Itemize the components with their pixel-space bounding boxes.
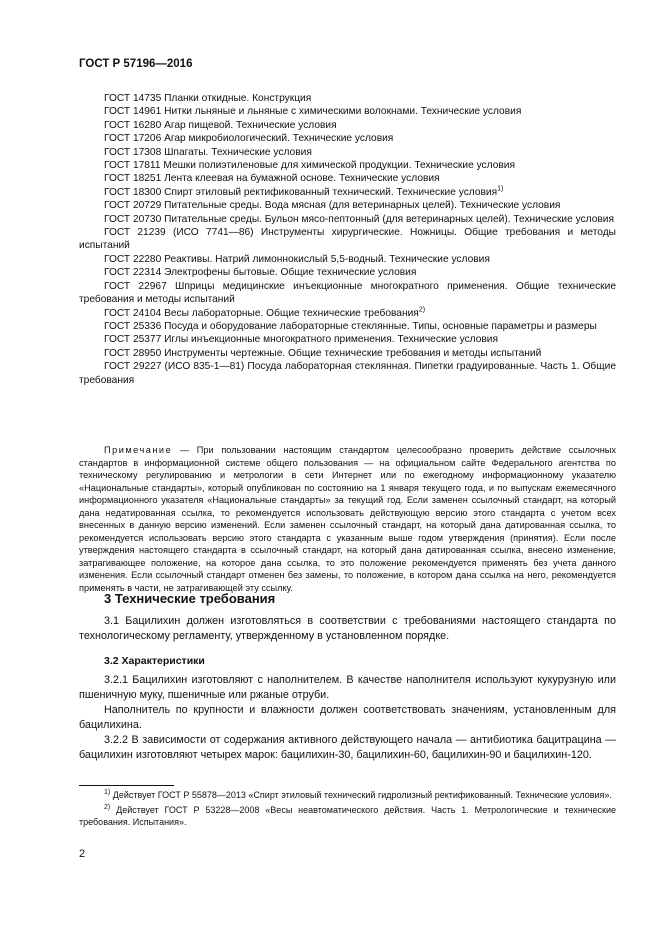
reference-item xyxy=(79,266,616,279)
reference-item xyxy=(79,320,616,333)
footnote-mark: 1) xyxy=(497,185,504,193)
footnote-item xyxy=(79,804,616,829)
footnote-divider xyxy=(79,785,174,786)
reference-item xyxy=(79,333,616,346)
footnotes xyxy=(79,789,616,831)
reference-item xyxy=(79,307,616,320)
page-number: 2 xyxy=(79,848,86,860)
note-text: — При пользовании настоящим стандартом целесообразно проверить действие ссылочных стандартов в информационной системе общего пользования — на официальном сайте Федерального агентства по техническому регулированию и метрологии в сети Интернет или по ежегодному информационному указателю «Национальные стандарты», который опубликован по состоянию на 1 января текущего года, и по выпускам ежемесячного информационного указателя «Национальные стандарты» за текущий год. Если заменен ссылочный стандарт, на который дана недатированная ссылка, то рекомендуется использовать действующую версию этого стандарта с учетом всех внесенных в данную версию изменений. Если заменен ссылочный стандарт, на который дана датированная ссылка, то рекомендуется использовать версию этого стандарта с указанным выше годом утверждения (принятия). Если после утверждения настоящего стандарта в ссылочный стандарт, на который дана датированная ссылка, внесено изменение, затрагивающее положение, на которое дана ссылка, то это положение рекомендуется применять без учета данного изменения. Если ссылочный стандарт отменен без замены, то положение, в котором дана ссылка на него, рекомендуется применять в части, не затрагивающей эту ссылку. xyxy=(79,445,616,593)
reference-text: ГОСТ 29227 (ИСО 835-1—81) Посуда лабораторная стеклянная. Пипетки градуированные. Часть 1. Общие требования xyxy=(79,361,616,386)
reference-text: ГОСТ 17811 Мешки полиэтиленовые для химической продукции. Технические условия xyxy=(104,160,515,172)
reference-item xyxy=(79,105,616,118)
reference-item xyxy=(79,199,616,212)
reference-item xyxy=(79,159,616,172)
footnote-mark: 2) xyxy=(418,306,426,314)
reference-text: ГОСТ 22967 Шприцы медицинские инъекционные многократного применения. Общие технические требования и методы испытаний xyxy=(79,280,616,306)
reference-item xyxy=(79,347,616,360)
paragraph-3-2-1b: Наполнитель по крупности и влажности должен соответствовать значениям, установленным для бацилихина. xyxy=(79,704,616,731)
reference-item xyxy=(79,119,616,132)
subsection-title: 3.2 Характеристики xyxy=(104,655,205,667)
note-paragraph xyxy=(79,444,616,594)
footnote-text: Действует ГОСТ Р 55878—2013 «Спирт этиловый технический гидролизный ректификованный. Технические условия». xyxy=(110,790,612,800)
reference-text: ГОСТ 21239 (ИСО 7741—86) Инструменты хирургические. Ножницы. Общие требования и методы испытаний xyxy=(79,227,616,252)
footnote-text: Действует ГОСТ Р 53228—2008 «Весы неавтоматического действия. Часть 1. Метрологические и технические требования. Испытания». xyxy=(79,804,616,827)
section-body-3-1 xyxy=(79,614,616,644)
reference-text: ГОСТ 16280 Агар пищевой. Технические условия xyxy=(104,119,337,131)
reference-text: ГОСТ 22280 Реактивы. Натрий лимоннокислый 5,5-водный. Технические условия xyxy=(104,253,490,265)
section-title: 3 Технические требования xyxy=(104,591,276,606)
reference-text: ГОСТ 24104 Весы лабораторные. Общие технические требования xyxy=(104,307,419,319)
footnote-mark: 2) xyxy=(104,803,111,811)
reference-text: ГОСТ 14735 Планки откидные. Конструкция xyxy=(104,93,312,104)
reference-item xyxy=(79,213,616,226)
reference-text: ГОСТ 17308 Шпагаты. Технические условия xyxy=(104,146,312,158)
reference-text: ГОСТ 25377 Иглы инъекционные многократного применения. Технические условия xyxy=(104,334,499,346)
reference-item xyxy=(79,172,616,185)
note-label: Примечание xyxy=(104,445,173,455)
section-body-3-2 xyxy=(79,673,616,763)
reference-item xyxy=(79,253,616,266)
reference-item xyxy=(79,360,616,387)
reference-list xyxy=(79,92,616,387)
reference-text: ГОСТ 22314 Электрофены бытовые. Общие технические условия xyxy=(104,267,417,279)
reference-item xyxy=(79,92,616,105)
paragraph-3-2-2: 3.2.2 В зависимости от содержания активного действующего начала — антибиотика бацитрацина — бацилихин изготовляют четырех марок: бацилихин-30, бацилихин-60, бацилихин-90 и бацилихин-120. xyxy=(79,734,616,761)
reference-text: ГОСТ 20730 Питательные среды. Бульон мясо-пептонный (для ветеринарных целей). Технические условия xyxy=(104,213,615,225)
reference-text: ГОСТ 20729 Питательные среды. Вода мясная (для ветеринарных целей). Технические условия xyxy=(104,200,561,212)
reference-item xyxy=(79,186,616,199)
paragraph-3-2-1: 3.2.1 Бацилихин изготовляют с наполнителем. В качестве наполнителя используют кукурузную или пшеничную муку, пшеничные или ржаные отруби. xyxy=(79,674,616,701)
footnote-mark: 1) xyxy=(104,789,111,796)
reference-item xyxy=(79,226,616,253)
reference-text: ГОСТ 14961 Нитки льняные и льняные с химическими волокнами. Технические условия xyxy=(104,106,522,118)
page-header: ГОСТ Р 57196—2016 xyxy=(79,58,193,70)
reference-item xyxy=(79,280,616,307)
footnote-item xyxy=(79,789,616,802)
reference-item xyxy=(79,132,616,145)
paragraph-3-1: 3.1 Бацилихин должен изготовляться в соответствии с требованиями настоящего стандарта по технологическому регламенту, утвержденному в установленном порядке. xyxy=(79,615,616,642)
reference-text: ГОСТ 18300 Спирт этиловый ректификованный технический. Технические условия xyxy=(104,186,498,198)
reference-text: ГОСТ 18251 Лента клеевая на бумажной основе. Технические условия xyxy=(104,173,440,185)
reference-item xyxy=(79,146,616,159)
reference-text: ГОСТ 25336 Посуда и оборудование лабораторные стеклянные. Типы, основные параметры и размеры xyxy=(104,320,597,332)
reference-text: ГОСТ 28950 Инструменты чертежные. Общие технические требования и методы испытаний xyxy=(104,347,542,359)
reference-text: ГОСТ 17206 Агар микробиологический. Технические условия xyxy=(104,133,394,145)
